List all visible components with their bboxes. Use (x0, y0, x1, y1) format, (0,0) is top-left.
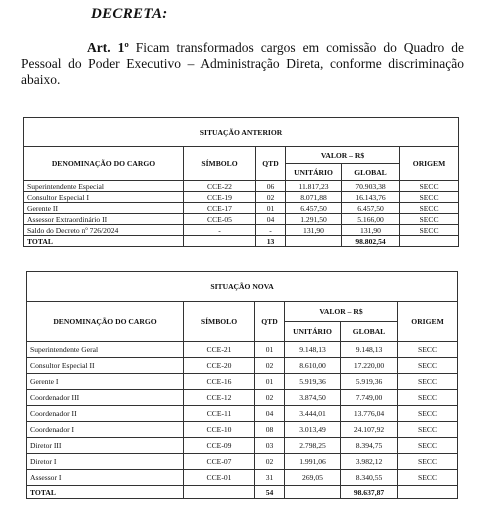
cell-denominacao: Coordenador II (27, 406, 184, 422)
total-label: TOTAL (27, 486, 184, 499)
cell-global: 17.220,00 (341, 358, 398, 374)
cell-global: 24.107,92 (341, 422, 398, 438)
table-title: SITUAÇÃO ANTERIOR (24, 118, 459, 147)
cell-qtd: 08 (255, 422, 285, 438)
total-qtd: 54 (255, 486, 285, 499)
table-row (24, 214, 459, 225)
cell-origem: SECC (398, 374, 458, 390)
cell-origem: SECC (398, 358, 458, 374)
total-qtd: 13 (256, 236, 286, 247)
cell-qtd: 04 (255, 406, 285, 422)
cell-origem: SECC (400, 214, 459, 225)
header-valor: VALOR – R$ (286, 147, 400, 164)
header-global: GLOBAL (341, 322, 398, 342)
cell-denominacao: Diretor I (27, 454, 184, 470)
cell-denominacao: Gerente I (27, 374, 184, 390)
cell-denominacao: Coordenador III (27, 390, 184, 406)
cell-qtd: 01 (255, 342, 285, 358)
cell-global: 9.148,13 (341, 342, 398, 358)
cell-qtd: 06 (256, 181, 286, 192)
cell-simbolo: CCE-21 (184, 342, 255, 358)
header-simbolo: SÍMBOLO (184, 302, 255, 342)
total-global: 98.802,54 (342, 236, 400, 247)
cell-global: 5.166,00 (342, 214, 400, 225)
table-situacao-nova (26, 271, 458, 499)
cell-global: 6.457,50 (342, 203, 400, 214)
cell-denominacao: Coordenador I (27, 422, 184, 438)
table-row (27, 374, 458, 390)
table-row (27, 470, 458, 486)
cell-simbolo: CCE-09 (184, 438, 255, 454)
cell-simbolo: CCE-01 (184, 470, 255, 486)
cell-simbolo: CCE-12 (184, 390, 255, 406)
table-row (24, 225, 459, 236)
cell-unitario: 1.291,50 (286, 214, 342, 225)
table-row (27, 390, 458, 406)
cell-qtd: 02 (256, 192, 286, 203)
cell-qtd: 04 (256, 214, 286, 225)
cell-qtd: 01 (255, 374, 285, 390)
total-empty (184, 236, 256, 247)
cell-qtd: 02 (255, 358, 285, 374)
table-row (24, 181, 459, 192)
header-origem: ORIGEM (400, 147, 459, 181)
cell-simbolo: CCE-07 (184, 454, 255, 470)
total-empty (184, 486, 255, 499)
cell-origem: SECC (398, 454, 458, 470)
cell-simbolo: CCE-20 (184, 358, 255, 374)
table-row (27, 358, 458, 374)
cell-global: 8.394,75 (341, 438, 398, 454)
article-text: Ficam transformados cargos em comissão do Quadro de Pessoal do Poder Executivo – Administração Direta, conforme discriminação abaixo. (21, 40, 465, 87)
article-label: Art. 1º (87, 40, 129, 55)
cell-denominacao: Assessor I (27, 470, 184, 486)
cell-simbolo: CCE-05 (184, 214, 256, 225)
cell-denominacao: Assessor Extraordinário II (24, 214, 184, 225)
cell-global: 5.919,36 (341, 374, 398, 390)
header-denominacao: DENOMINAÇÃO DO CARGO (27, 302, 184, 342)
header-origem: ORIGEM (398, 302, 458, 342)
cell-unitario: 2.798,25 (285, 438, 341, 454)
cell-origem: SECC (398, 406, 458, 422)
cell-simbolo: CCE-10 (184, 422, 255, 438)
cell-unitario: 269,05 (285, 470, 341, 486)
cell-global: 70.903,38 (342, 181, 400, 192)
cell-denominacao: Consultor Especial I (24, 192, 184, 203)
header-qtd: QTD (256, 147, 286, 181)
header-denominacao: DENOMINAÇÃO DO CARGO (24, 147, 184, 181)
cell-simbolo: CCE-19 (184, 192, 256, 203)
total-empty (286, 236, 342, 247)
article-paragraph (21, 40, 464, 88)
header-valor: VALOR – R$ (285, 302, 398, 322)
total-label: TOTAL (24, 236, 184, 247)
table-row (27, 422, 458, 438)
table-row (27, 454, 458, 470)
table-row (24, 192, 459, 203)
header-unitario: UNITÁRIO (285, 322, 341, 342)
cell-qtd: 01 (256, 203, 286, 214)
cell-origem: SECC (398, 438, 458, 454)
cell-global: 16.143,76 (342, 192, 400, 203)
cell-origem: SECC (400, 192, 459, 203)
cell-global: 7.749,00 (341, 390, 398, 406)
cell-unitario: 3.444,01 (285, 406, 341, 422)
cell-qtd: 02 (255, 454, 285, 470)
cell-unitario: 8.610,00 (285, 358, 341, 374)
table-row (27, 406, 458, 422)
cell-origem: SECC (398, 422, 458, 438)
table-row (24, 203, 459, 214)
cell-origem: SECC (398, 342, 458, 358)
total-empty (398, 486, 458, 499)
cell-unitario: 1.991,06 (285, 454, 341, 470)
cell-unitario: 3.013,49 (285, 422, 341, 438)
cell-denominacao: Diretor III (27, 438, 184, 454)
cell-global: 13.776,04 (341, 406, 398, 422)
decree-heading: DECRETA: (91, 6, 168, 22)
cell-denominacao: Superintendente Geral (27, 342, 184, 358)
cell-simbolo: CCE-16 (184, 374, 255, 390)
cell-unitario: 11.817,23 (286, 181, 342, 192)
cell-unitario: 9.148,13 (285, 342, 341, 358)
cell-simbolo: CCE-17 (184, 203, 256, 214)
cell-simbolo: CCE-11 (184, 406, 255, 422)
cell-origem: SECC (400, 181, 459, 192)
cell-unitario: 5.919,36 (285, 374, 341, 390)
header-simbolo: SÍMBOLO (184, 147, 256, 181)
cell-origem: SECC (400, 203, 459, 214)
table-row (27, 438, 458, 454)
table-situacao-anterior (23, 117, 459, 247)
cell-qtd: 03 (255, 438, 285, 454)
cell-simbolo: - (184, 225, 256, 236)
cell-global: 131,90 (342, 225, 400, 236)
cell-qtd: 02 (255, 390, 285, 406)
cell-unitario: 131,90 (286, 225, 342, 236)
cell-denominacao: Gerente II (24, 203, 184, 214)
cell-denominacao: Saldo do Decreto nº 726/2024 (24, 225, 184, 236)
cell-origem: SECC (398, 390, 458, 406)
total-global: 98.637,87 (341, 486, 398, 499)
header-global: GLOBAL (342, 164, 400, 181)
header-qtd: QTD (255, 302, 285, 342)
cell-origem: SECC (400, 225, 459, 236)
total-empty (400, 236, 459, 247)
cell-denominacao: Superintendente Especial (24, 181, 184, 192)
total-empty (285, 486, 341, 499)
cell-unitario: 3.874,50 (285, 390, 341, 406)
cell-simbolo: CCE-22 (184, 181, 256, 192)
cell-global: 3.982,12 (341, 454, 398, 470)
table-title: SITUAÇÃO NOVA (27, 272, 458, 302)
cell-qtd: 31 (255, 470, 285, 486)
cell-qtd: - (256, 225, 286, 236)
table-row (27, 342, 458, 358)
cell-unitario: 8.071,88 (286, 192, 342, 203)
cell-denominacao: Consultor Especial II (27, 358, 184, 374)
cell-global: 8.340,55 (341, 470, 398, 486)
header-unitario: UNITÁRIO (286, 164, 342, 181)
cell-origem: SECC (398, 470, 458, 486)
cell-unitario: 6.457,50 (286, 203, 342, 214)
